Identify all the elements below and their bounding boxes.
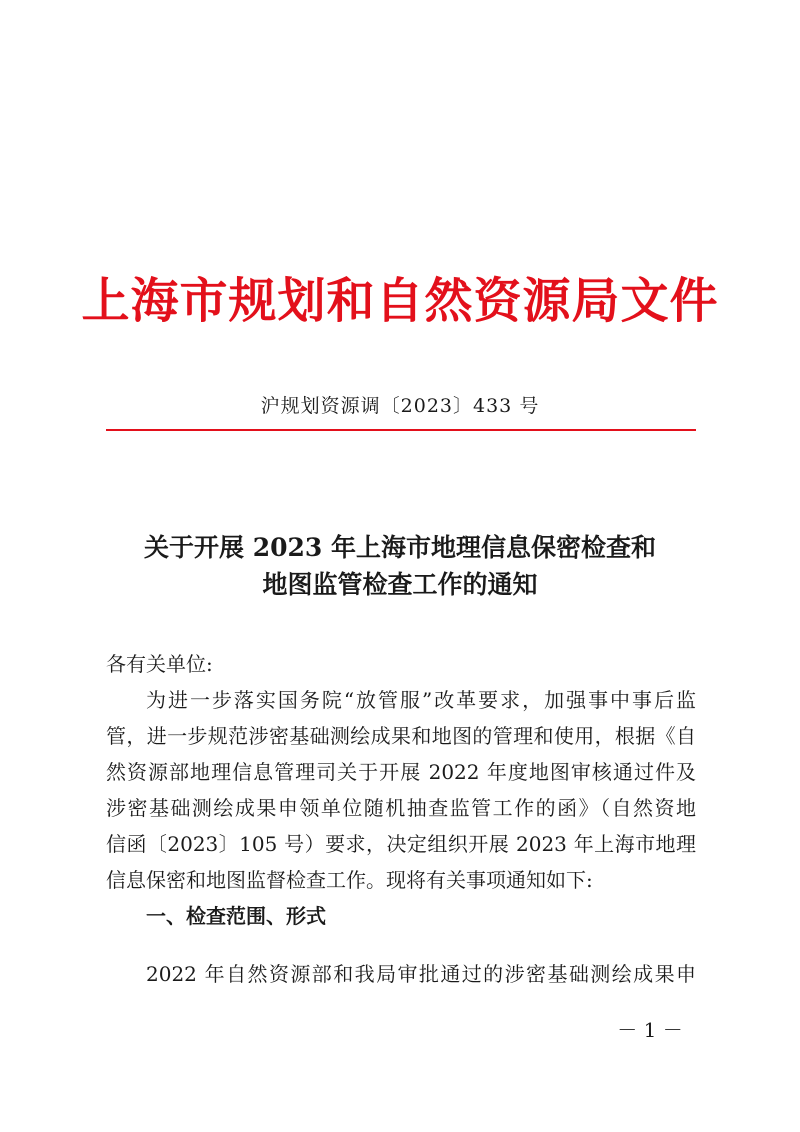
section-heading: 一、检查范围、形式 bbox=[146, 904, 326, 928]
page-number: － 1 － bbox=[617, 1018, 683, 1042]
body-line: 2022 年自然资源部和我局审批通过的涉密基础测绘成果申 bbox=[146, 962, 696, 986]
document-number: 沪规划资源调〔2023〕433 号 bbox=[260, 395, 540, 417]
notice-title-line-2: 地图监管检查工作的通知 bbox=[262, 570, 538, 599]
issuing-authority-title: 上海市规划和自然资源局文件 bbox=[81, 273, 719, 329]
body-line: 信息保密和地图监督检查工作。现将有关事项通知如下: bbox=[106, 868, 593, 892]
salutation: 各有关单位: bbox=[106, 652, 213, 676]
body-line: 涉密基础测绘成果申领单位随机抽查监管工作的函》（自然资地 bbox=[106, 796, 696, 820]
body-line: 为进一步落实国务院“放管服”改革要求，加强事中事后监 bbox=[146, 688, 696, 712]
body-line: 然资源部地理信息管理司关于开展 2022 年度地图审核通过件及 bbox=[106, 760, 696, 784]
body-line: 信函〔2023〕105 号）要求，决定组织开展 2023 年上海市地理 bbox=[106, 832, 696, 856]
notice-title-line-1: 关于开展 2023 年上海市地理信息保密检查和 bbox=[144, 533, 656, 562]
body-line: 管，进一步规范涉密基础测绘成果和地图的管理和使用，根据《自 bbox=[106, 724, 696, 748]
red-separator-line bbox=[106, 429, 696, 431]
